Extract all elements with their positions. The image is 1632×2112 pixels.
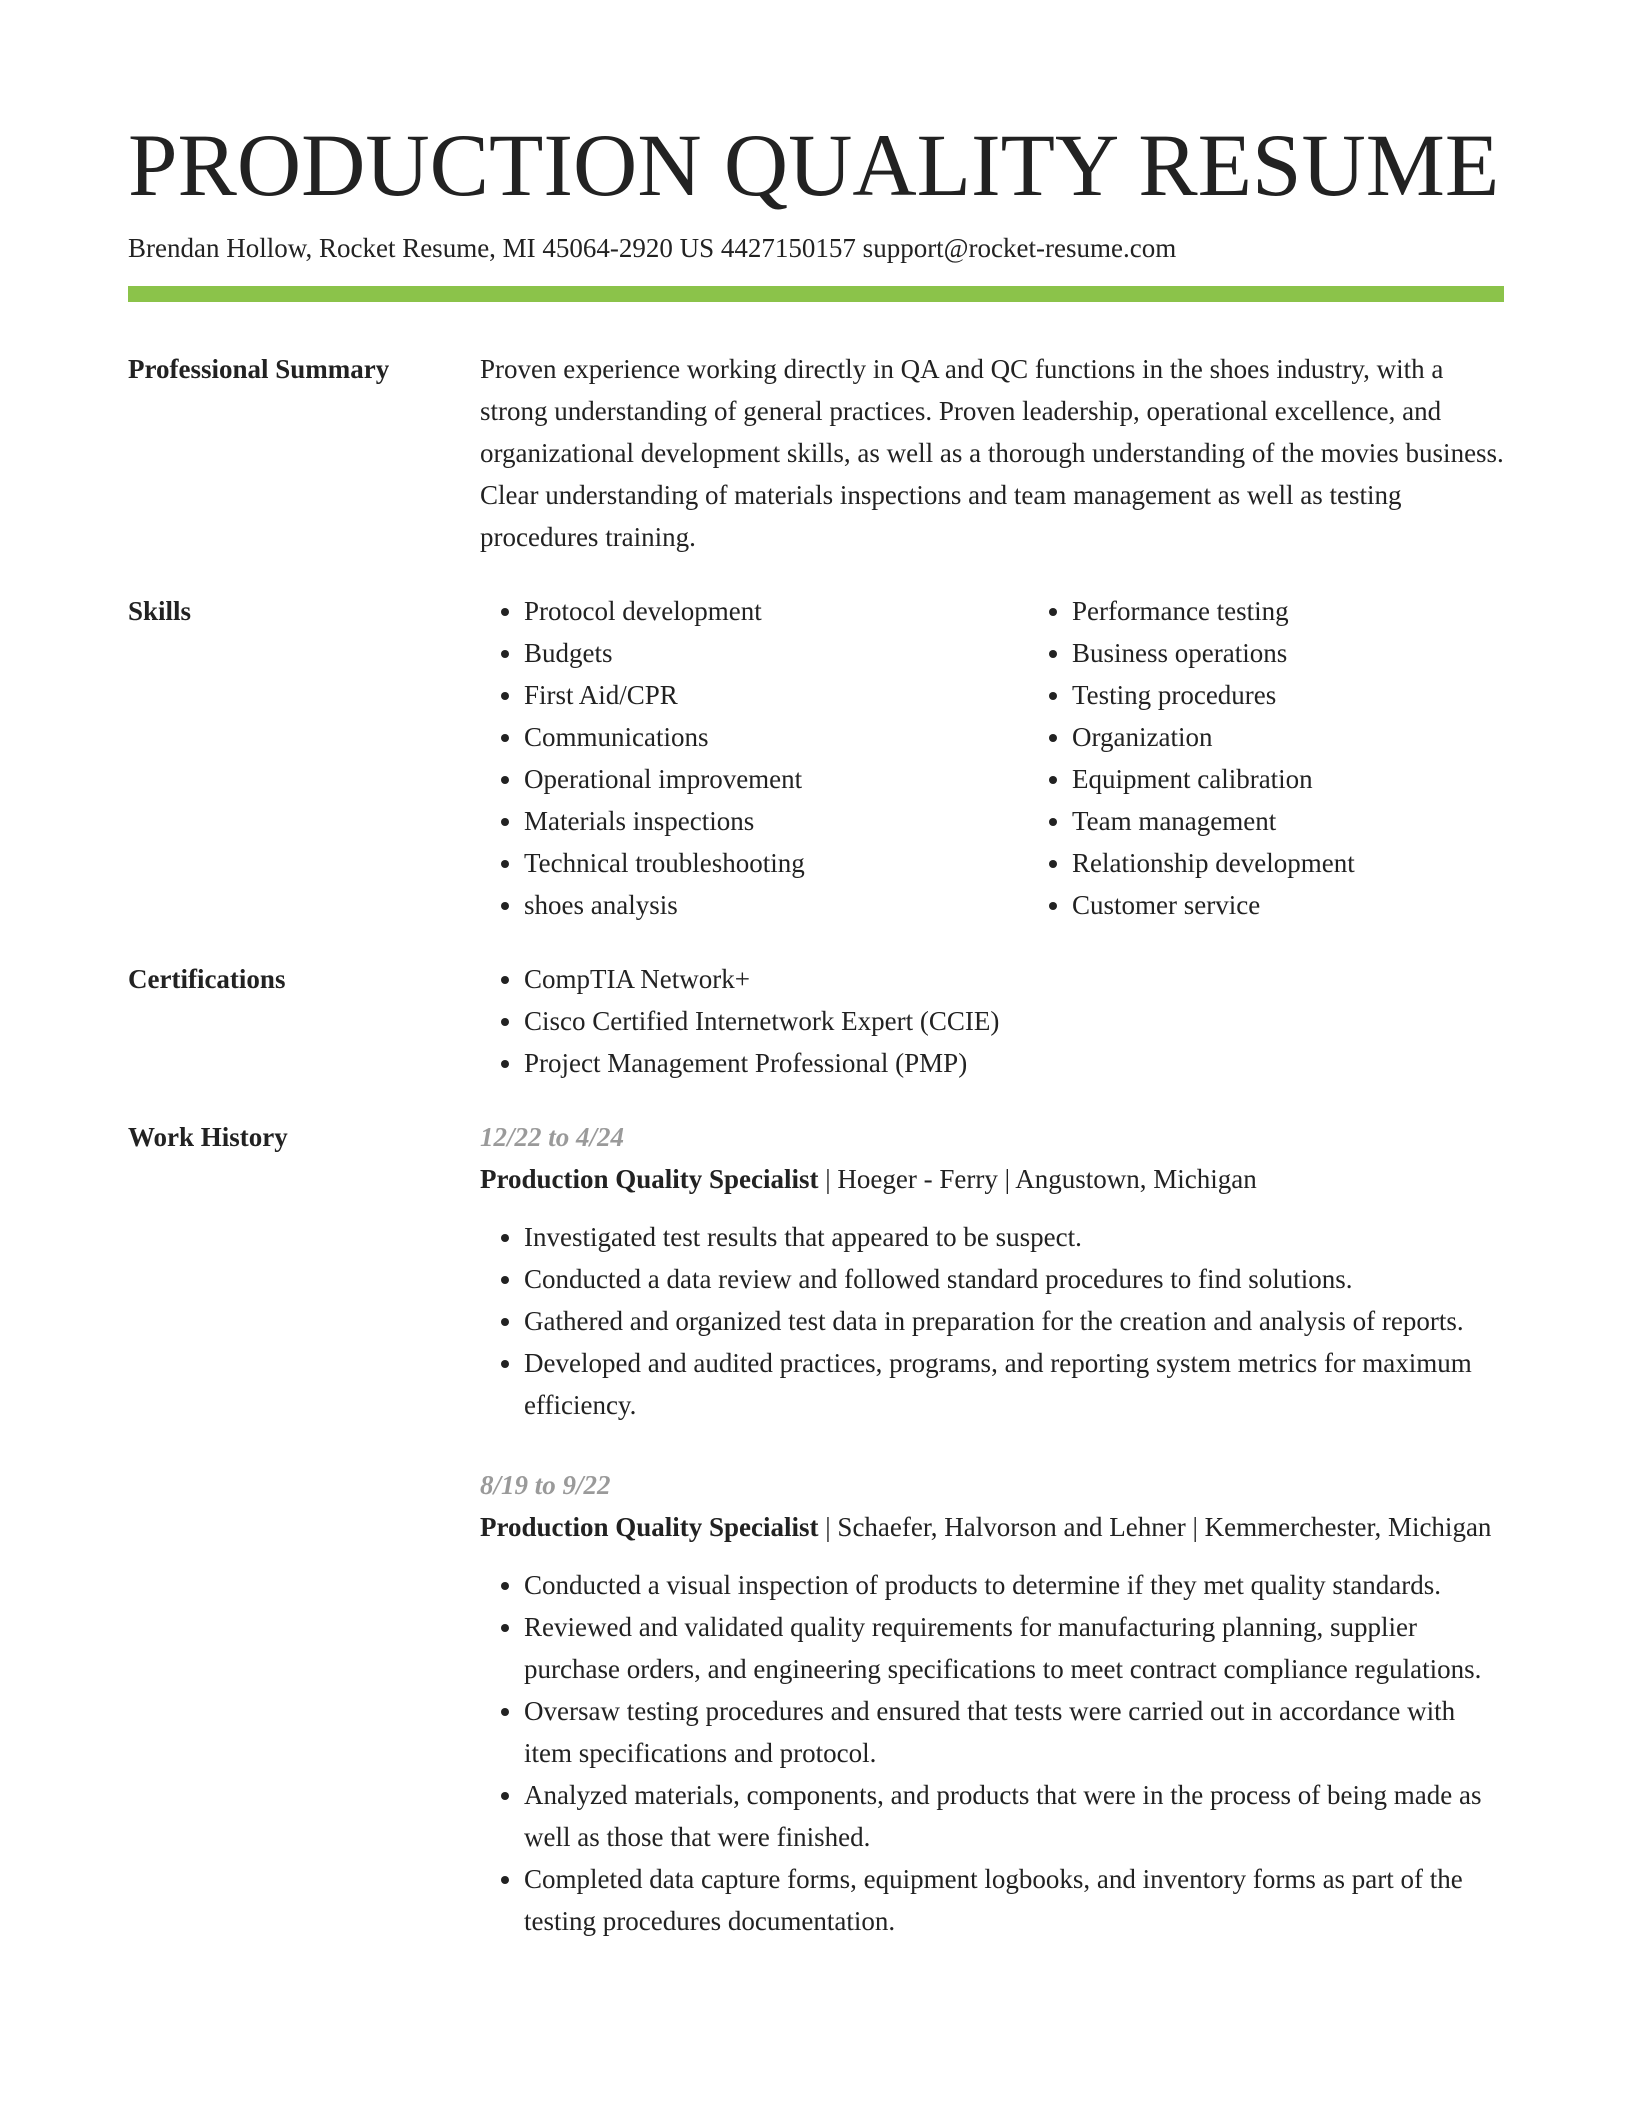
job-heading (480, 1158, 1504, 1200)
job-bullet: • Conducted a visual inspection of products to determine if they met quality standards. (524, 1564, 1504, 1606)
job-bullet: • Gathered and organized test data in preparation for the creation and analysis of reports. (524, 1300, 1504, 1342)
section-title-skills: Skills (128, 596, 192, 626)
job-entry (480, 1116, 1504, 1426)
certification-item: • Project Management Professional (PMP) (524, 1042, 1504, 1084)
resume-title: PRODUCTION QUALITY RESUME (128, 117, 1500, 215)
section-title-summary: Professional Summary (128, 354, 390, 384)
certification-item: • Cisco Certified Internetwork Expert (CCIE) (524, 1000, 1504, 1042)
job-bullet: • Oversaw testing procedures and ensured that tests were carried out in accordance with item specifications and protocol. (524, 1690, 1504, 1774)
skill-item: • Business operations (1072, 632, 1576, 674)
job-bullet: • Analyzed materials, components, and products that were in the process of being made as well as those that were finished. (524, 1774, 1504, 1858)
skill-item: • Materials inspections (524, 800, 1028, 842)
skill-item: • First Aid/CPR (524, 674, 1028, 716)
skill-item: • Protocol development (524, 590, 1028, 632)
skill-item: • Customer service (1072, 884, 1576, 926)
work-history-body (480, 1116, 1504, 1980)
section-title-certifications: Certifications (128, 964, 286, 994)
skill-item: • Team management (1072, 800, 1576, 842)
certification-item: • CompTIA Network+ (524, 958, 1504, 1000)
certifications-section (128, 958, 1504, 1084)
job-details: | Schaefer, Halvorson and Lehner | Kemmerchester, Michigan (818, 1512, 1492, 1542)
job-entry (480, 1464, 1504, 1942)
skill-item: • Communications (524, 716, 1028, 758)
skills-section (128, 590, 1504, 926)
job-bullet: • Developed and audited practices, programs, and reporting system metrics for maximum efficiency. (524, 1342, 1504, 1426)
job-bullet: • Conducted a data review and followed standard procedures to find solutions. (524, 1258, 1504, 1300)
job-bullet: • Investigated test results that appeared to be suspect. (524, 1216, 1504, 1258)
certifications-list (480, 958, 1504, 1084)
job-bullets (480, 1216, 1504, 1426)
skill-item: • Organization (1072, 716, 1576, 758)
header-divider (128, 286, 1504, 302)
summary-text: Proven experience working directly in QA and QC functions in the shoes industry, with a strong understanding of general practices. Proven leadership, operational excellence, and organizational development skills, as well as a thorough understanding of the movies business. Clear understanding of materials inspections and team management as well as testing procedures training. (480, 354, 1504, 552)
certifications-body (480, 958, 1504, 1084)
section-title-work-history: Work History (128, 1122, 288, 1152)
job-title: Production Quality Specialist (480, 1512, 819, 1542)
job-bullets (480, 1564, 1504, 1942)
job-dates: 8/19 to 9/22 (480, 1470, 611, 1500)
skill-item: • Relationship development (1072, 842, 1576, 884)
resume-content (128, 348, 1504, 2012)
skill-item: • shoes analysis (524, 884, 1028, 926)
job-bullet: • Completed data capture forms, equipment logbooks, and inventory forms as part of the testing procedures documentation. (524, 1858, 1504, 1942)
summary-section (128, 348, 1504, 558)
job-title: Production Quality Specialist (480, 1164, 819, 1194)
skill-item: • Technical troubleshooting (524, 842, 1028, 884)
summary-body (480, 348, 1504, 558)
job-dates: 12/22 to 4/24 (480, 1122, 625, 1152)
skills-list-left (480, 590, 1028, 926)
skill-item: • Operational improvement (524, 758, 1028, 800)
skill-item: • Budgets (524, 632, 1028, 674)
skills-body (480, 590, 1576, 926)
job-bullet: • Reviewed and validated quality requirements for manufacturing planning, supplier purchase orders, and engineering specifications to meet contract compliance regulations. (524, 1606, 1504, 1690)
job-details: | Hoeger - Ferry | Angustown, Michigan (818, 1164, 1257, 1194)
contact-info: Brendan Hollow, Rocket Resume, MI 45064-2920 US 4427150157 support@rocket-resume.com (128, 233, 1177, 263)
skill-item: • Equipment calibration (1072, 758, 1576, 800)
work-history-section (128, 1116, 1504, 1980)
job-heading (480, 1506, 1504, 1548)
skill-item: • Performance testing (1072, 590, 1576, 632)
skill-item: • Testing procedures (1072, 674, 1576, 716)
skills-list-right (1028, 590, 1576, 926)
